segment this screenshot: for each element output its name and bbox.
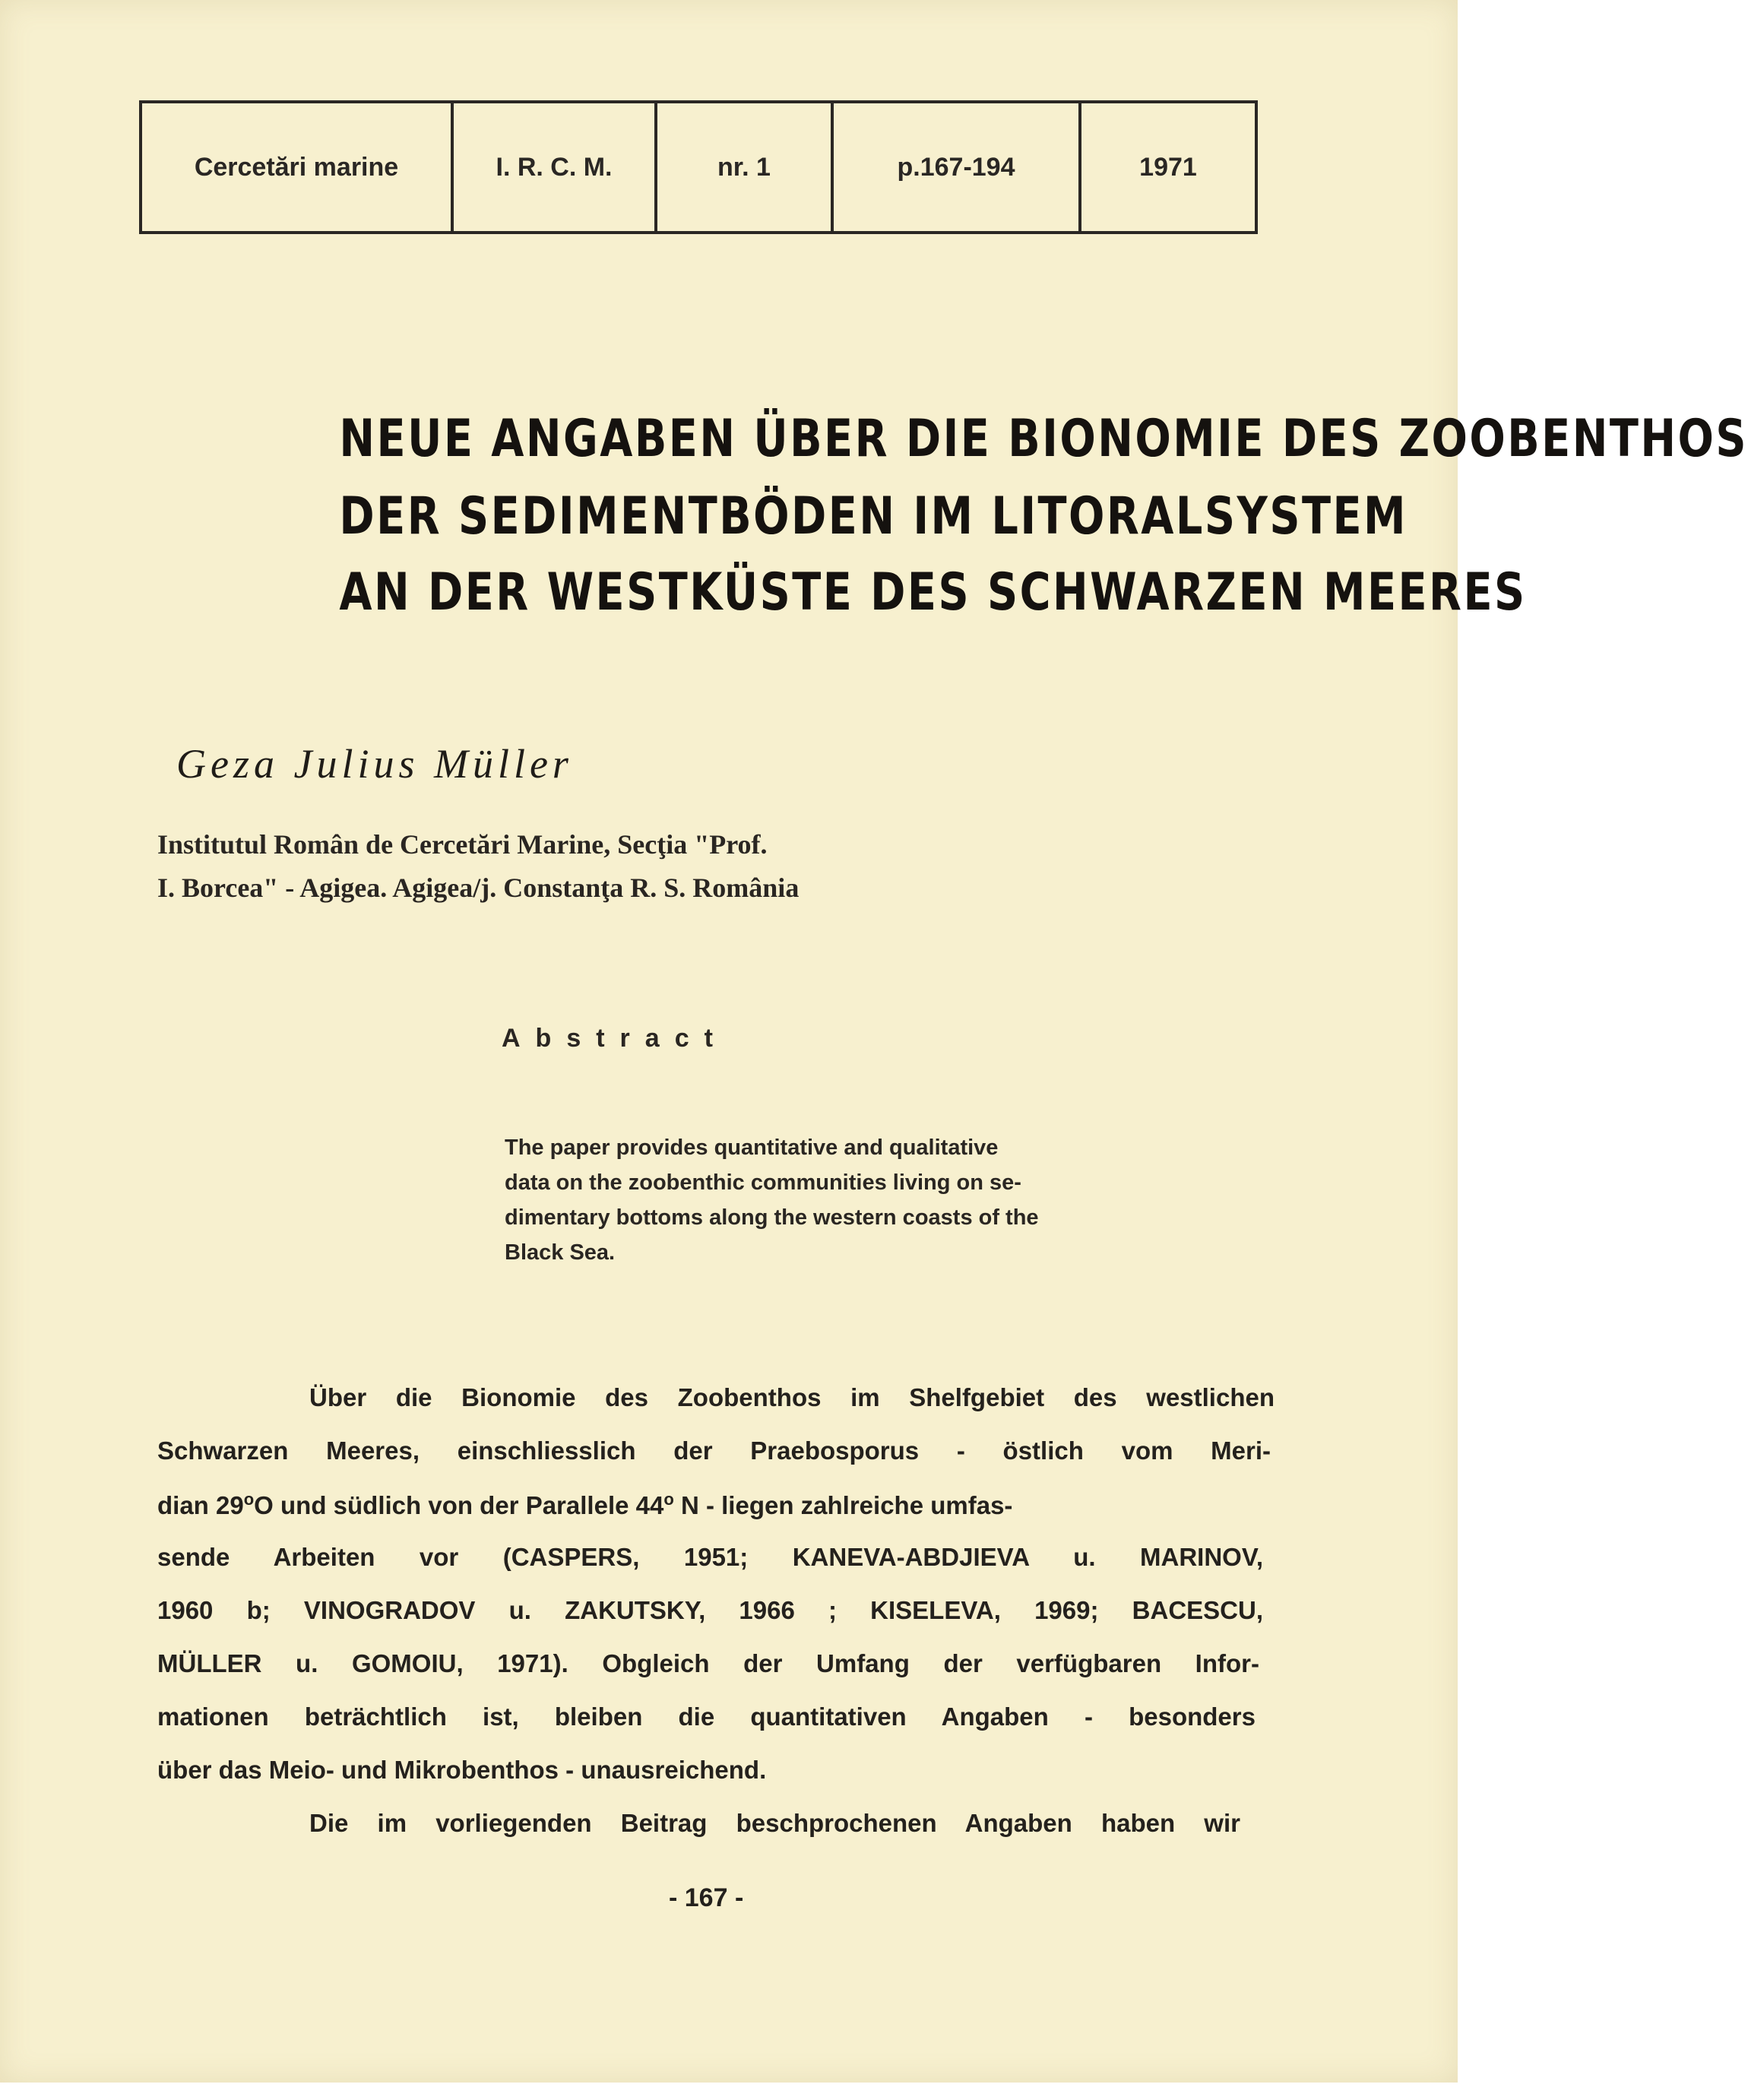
body-paragraph-1-line-2: Schwarzen Meeres, einschliesslich der Praebosporus - östlich vom Meri-: [157, 1436, 1271, 1465]
abstract-heading: Abstract: [502, 1024, 728, 1053]
abstract-line: dimentary bottoms along the western coasts of the: [505, 1205, 1039, 1230]
header-institute: I. R. C. M.: [454, 103, 657, 231]
body-paragraph-1-line-6: MÜLLER u. GOMOIU, 1971). Obgleich der Umfang der verfügbaren Infor-: [157, 1649, 1259, 1677]
affiliation-line-1: Institutul Român de Cercetări Marine, Secţia "Prof.: [157, 829, 768, 860]
title-line-3: AN DER WESTKÜSTE DES SCHWARZEN MEERES: [339, 562, 1527, 622]
affiliation-line-2: I. Borcea" - Agigea. Agigea/j. Constanţa R. S. România: [157, 873, 800, 903]
body-paragraph-1-line-7: mationen beträchtlich ist, bleiben die quantitativen Angaben - besonders: [157, 1702, 1256, 1731]
abstract-line: data on the zoobenthic communities living on se-: [505, 1170, 1021, 1195]
body-paragraph-1-line-5: 1960 b; VINOGRADOV u. ZAKUTSKY, 1966 ; KISELEVA, 1969; BACESCU,: [157, 1596, 1263, 1624]
body-paragraph-1-line-1: Über die Bionomie des Zoobenthos im Shelfgebiet des westlichen: [309, 1383, 1275, 1411]
title-line-2: DER SEDIMENTBÖDEN IM LITORALSYSTEM: [339, 486, 1408, 546]
header-number: nr. 1: [657, 103, 834, 231]
abstract-line: The paper provides quantitative and qualitative: [505, 1136, 999, 1160]
header-pages: p.167-194: [834, 103, 1081, 231]
header-journal: Cercetări marine: [142, 103, 454, 231]
header-year: 1971: [1139, 152, 1197, 182]
body-paragraph-1-line-3: dian 29$^o$O und südlich von der Parallele 44$^o$ N - liegen zahlreiche umfas-: [157, 1490, 1013, 1519]
journal-header-table: [139, 100, 1258, 234]
title-line-1: NEUE ANGABEN ÜBER DIE BIONOMIE DES ZOOBENTHOS: [339, 409, 1748, 469]
page-number: - 167 -: [669, 1883, 744, 1912]
body-paragraph-2-line-1: Die im vorliegenden Beitrag beschprochenen Angaben haben wir: [309, 1809, 1240, 1837]
author-name: Geza Julius Müller: [176, 741, 573, 787]
body-paragraph-1-line-8: über das Meio- und Mikrobenthos - unausreichend.: [157, 1756, 767, 1784]
abstract-line: Black Sea.: [505, 1240, 616, 1265]
body-paragraph-1-line-4: sende Arbeiten vor (CASPERS, 1951; KANEVA-ABDJIEVA u. MARINOV,: [157, 1543, 1263, 1571]
